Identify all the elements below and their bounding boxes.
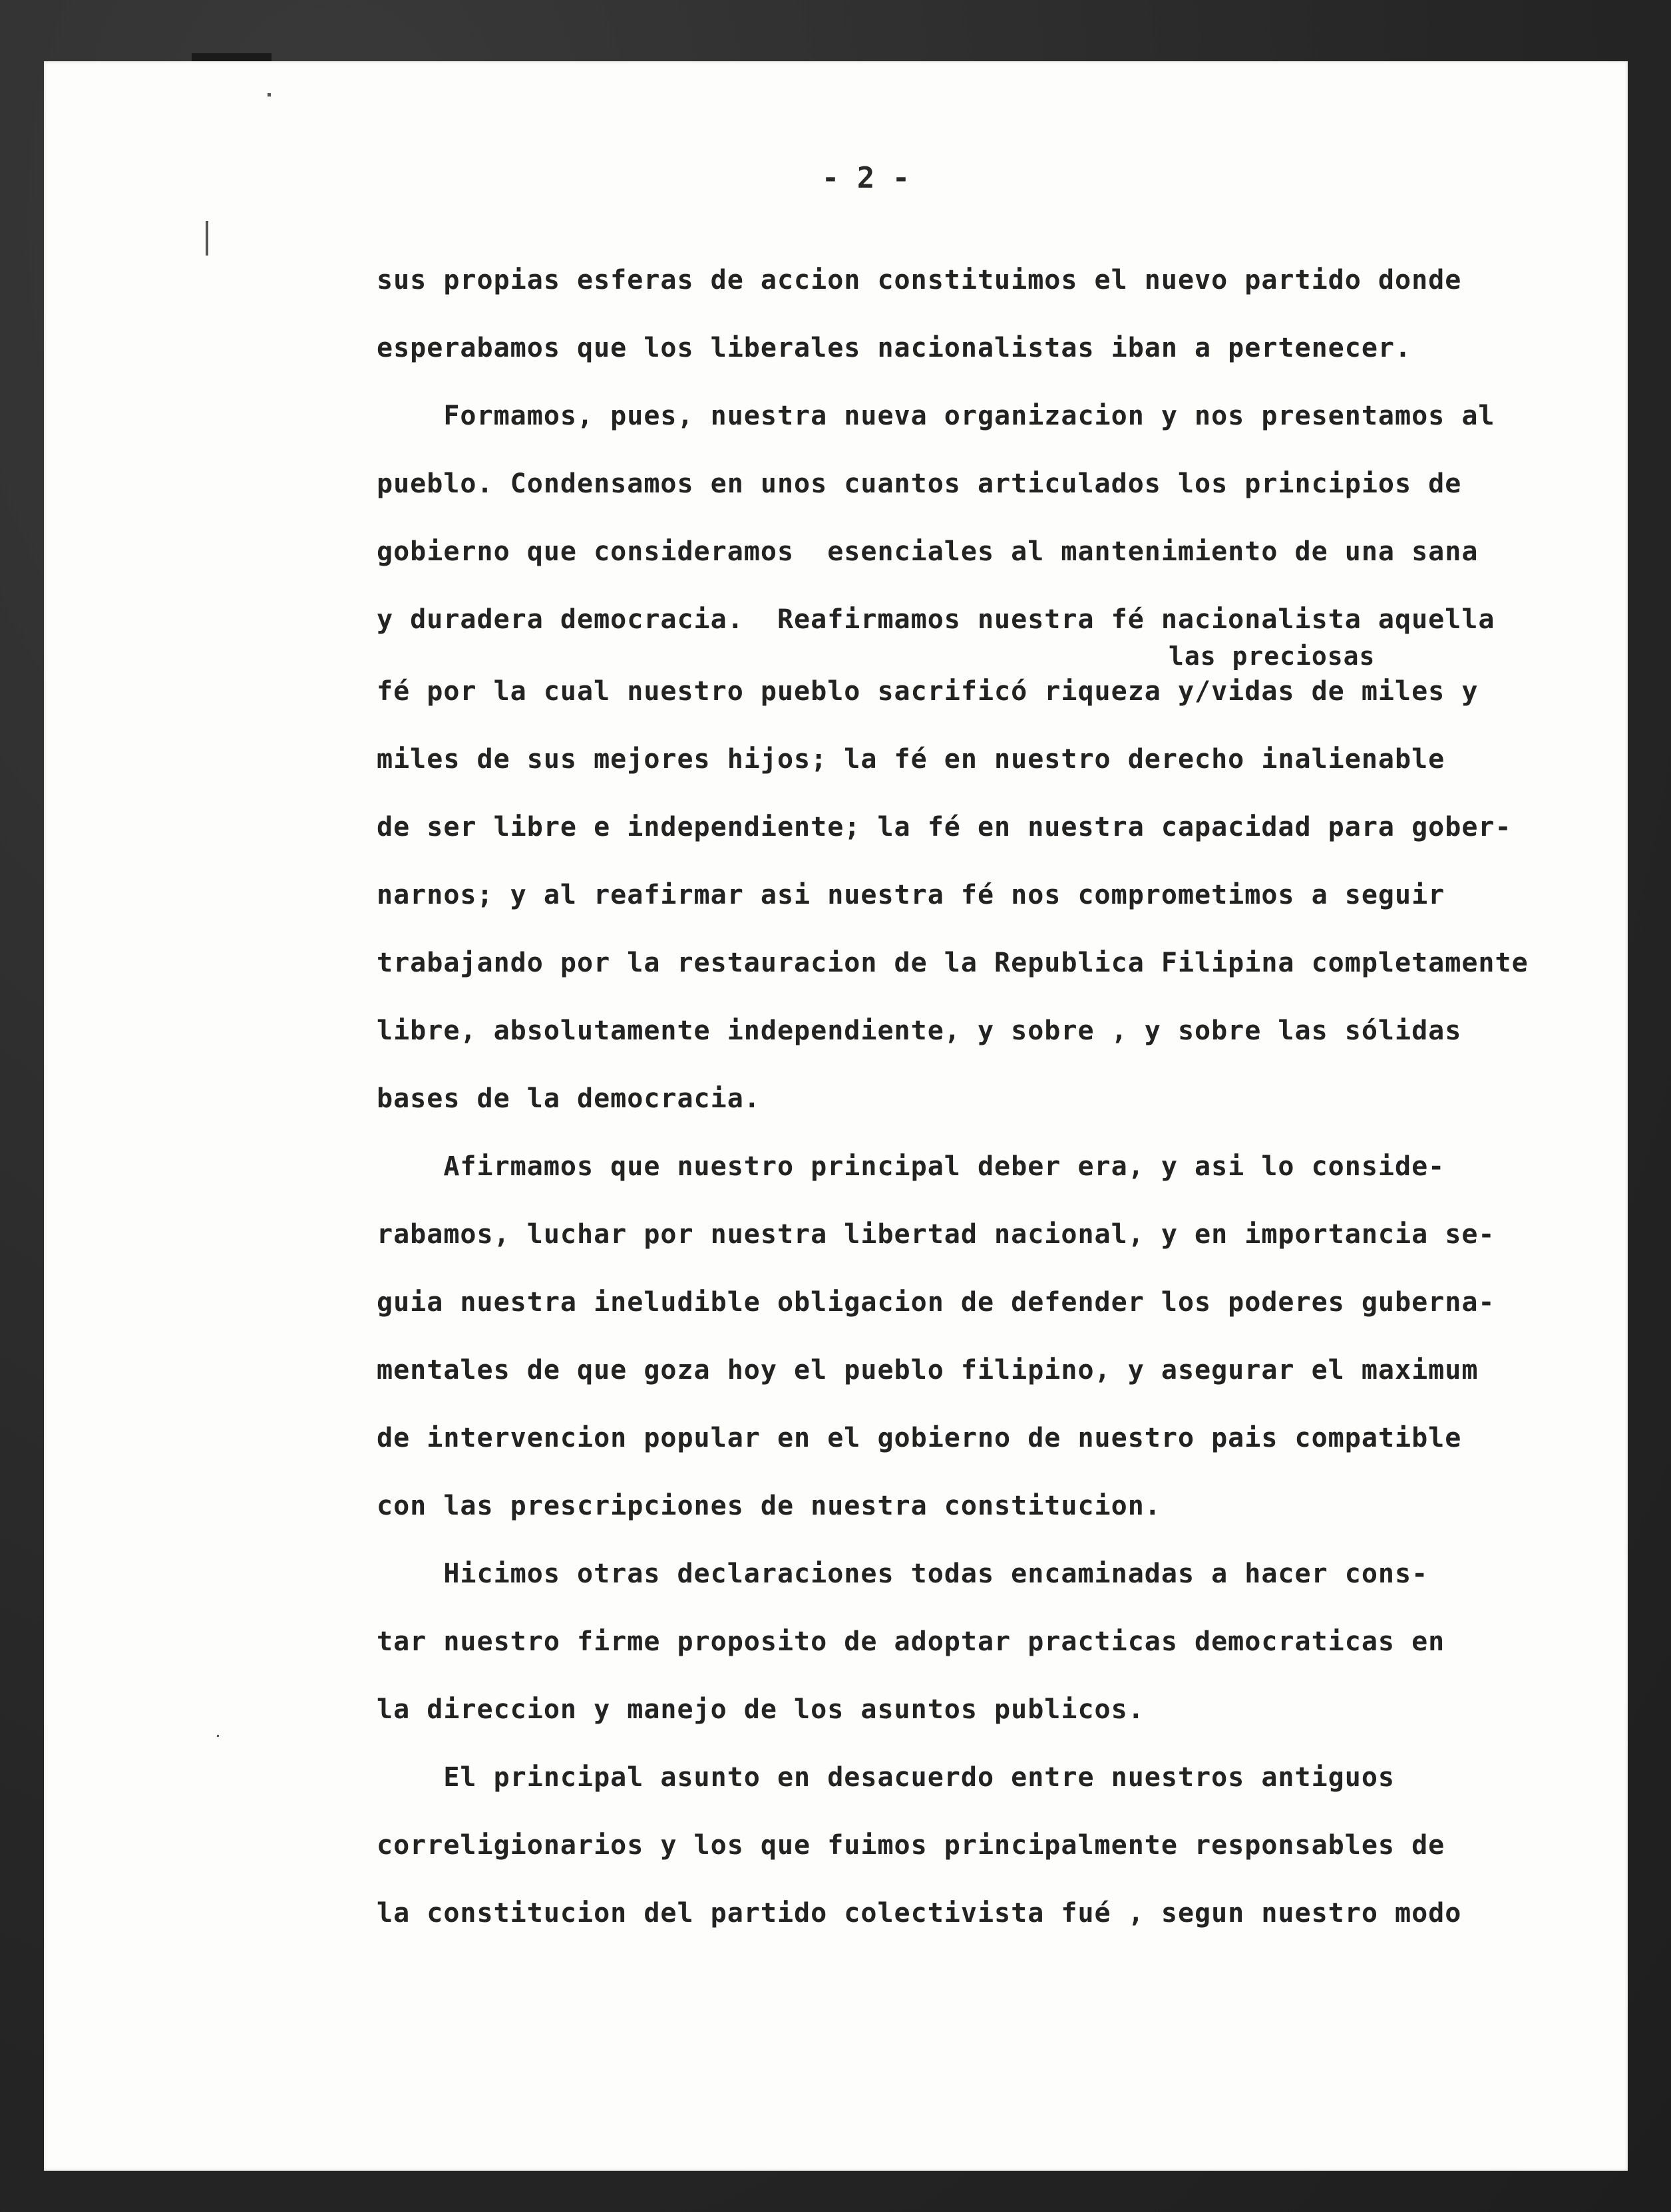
text-line: pueblo. Condensamos en unos cuantos articulados los principios de [377,468,1462,499]
text-line: mentales de que goza hoy el pueblo filipino, y asegurar el maximum [377,1355,1479,1385]
text-line: miles de sus mejores hijos; la fé en nuestro derecho inalienable [377,744,1445,775]
text-line: bases de la democracia. [377,1083,761,1114]
text-line: trabajando por la restauracion de la Republica Filipina completamente [377,948,1529,978]
text-line: y duradera democracia. Reafirmamos nuestra fé nacionalista aquella [377,604,1495,635]
scan-speck [206,221,208,256]
scan-speck [268,93,271,96]
text-line: Hicimos otras declaraciones todas encaminadas a hacer cons- [377,1559,1429,1589]
text-line: sus propias esferas de accion constituimos el nuevo partido donde [377,265,1462,295]
text-line: correligionarios y los que fuimos principalmente responsables de [377,1830,1445,1861]
text-line: guia nuestra ineludible obligacion de defender los poderes guberna- [377,1287,1495,1318]
text-line: tar nuestro firme proposito de adoptar practicas democraticas en [377,1626,1445,1657]
text-line: gobierno que consideramos esenciales al mantenimiento de una sana [377,536,1479,567]
text-line: la direccion y manejo de los asuntos publicos. [377,1694,1145,1725]
text-line: de ser libre e independiente; la fé en nuestra capacidad para gober- [377,812,1512,842]
handwritten-insertion: las preciosas [1169,642,1376,671]
text-line: la constitucion del partido colectivista fué , segun nuestro modo [377,1898,1462,1929]
text-line: rabamos, luchar por nuestra libertad nacional, y en importancia se- [377,1219,1495,1250]
page-number: - 2 - [821,161,910,195]
text-line: Afirmamos que nuestro principal deber era, y asi lo conside- [377,1151,1445,1182]
text-line: libre, absolutamente independiente, y sobre , y sobre las sólidas [377,1015,1462,1046]
text-line: fé por la cual nuestro pueblo sacrificó riqueza y/vidas de miles y [377,676,1479,707]
text-line: narnos; y al reafirmar asi nuestra fé nos comprometimos a seguir [377,880,1445,910]
text-line: El principal asunto en desacuerdo entre nuestros antiguos [377,1762,1395,1793]
document-page [44,61,1628,2171]
text-line: esperabamos que los liberales nacionalistas iban a pertenecer. [377,333,1412,363]
text-line: con las prescripciones de nuestra constitucion. [377,1491,1161,1521]
text-line: Formamos, pues, nuestra nueva organizacion y nos presentamos al [377,401,1495,431]
scan-speck [217,1735,219,1737]
text-line: de intervencion popular en el gobierno de nuestro pais compatible [377,1423,1462,1453]
